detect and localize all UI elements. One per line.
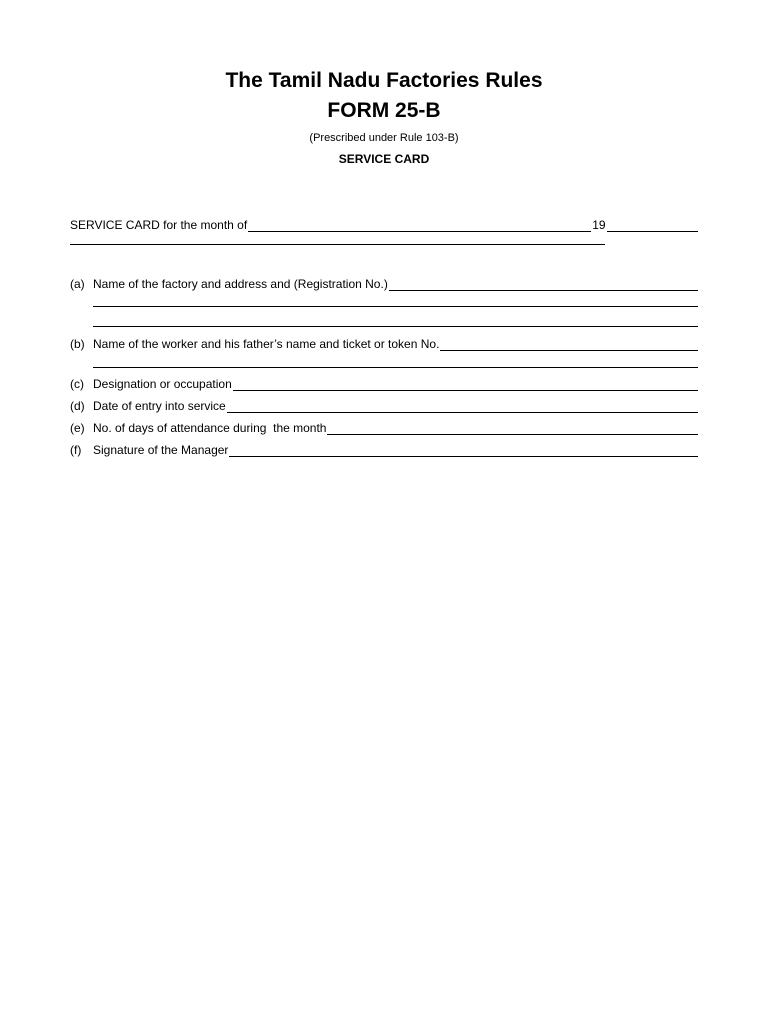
item-b-letter: (b) (70, 337, 85, 351)
month-row (70, 218, 698, 232)
item-c-field[interactable] (233, 378, 698, 391)
item-b-line-2[interactable] (93, 367, 698, 368)
document-title: The Tamil Nadu Factories Rules (225, 69, 543, 92)
month-continuation-line[interactable] (70, 244, 605, 245)
month-field[interactable] (248, 219, 591, 232)
item-b-row (93, 337, 698, 351)
item-e-row (93, 421, 698, 435)
item-d-field[interactable] (227, 400, 698, 413)
item-d-letter: (d) (70, 399, 85, 413)
year-prefix: 19 (592, 218, 606, 232)
item-b-field[interactable] (440, 338, 698, 351)
item-a-line-2[interactable] (93, 306, 698, 307)
item-d-row (93, 399, 698, 413)
item-c-row (93, 377, 698, 391)
year-field[interactable] (607, 219, 698, 232)
item-f-row (93, 443, 698, 457)
item-e-field[interactable] (327, 422, 698, 435)
prescribed-note: (Prescribed under Rule 103-B) (309, 132, 459, 144)
month-label: SERVICE CARD for the month of (70, 218, 248, 232)
item-f-field[interactable] (229, 444, 698, 457)
item-e-label: No. of days of attendance during the month (93, 421, 327, 435)
item-f-letter: (f) (70, 443, 82, 457)
item-d-label: Date of entry into service (93, 399, 226, 413)
card-heading: SERVICE CARD (338, 152, 430, 166)
item-c-letter: (c) (70, 377, 84, 391)
item-a-letter: (a) (70, 277, 85, 291)
item-a-row (93, 277, 698, 291)
item-a-line-3[interactable] (93, 326, 698, 327)
item-e-letter: (e) (70, 421, 85, 435)
item-f-label: Signature of the Manager (93, 443, 229, 457)
item-c-label: Designation or occupation (93, 377, 232, 391)
item-b-label: Name of the worker and his father’s name and ticket or token No. (93, 337, 440, 351)
form-number: FORM 25-B (327, 99, 441, 122)
item-a-label: Name of the factory and address and (Registration No.) (93, 277, 388, 291)
item-a-field[interactable] (389, 278, 698, 291)
